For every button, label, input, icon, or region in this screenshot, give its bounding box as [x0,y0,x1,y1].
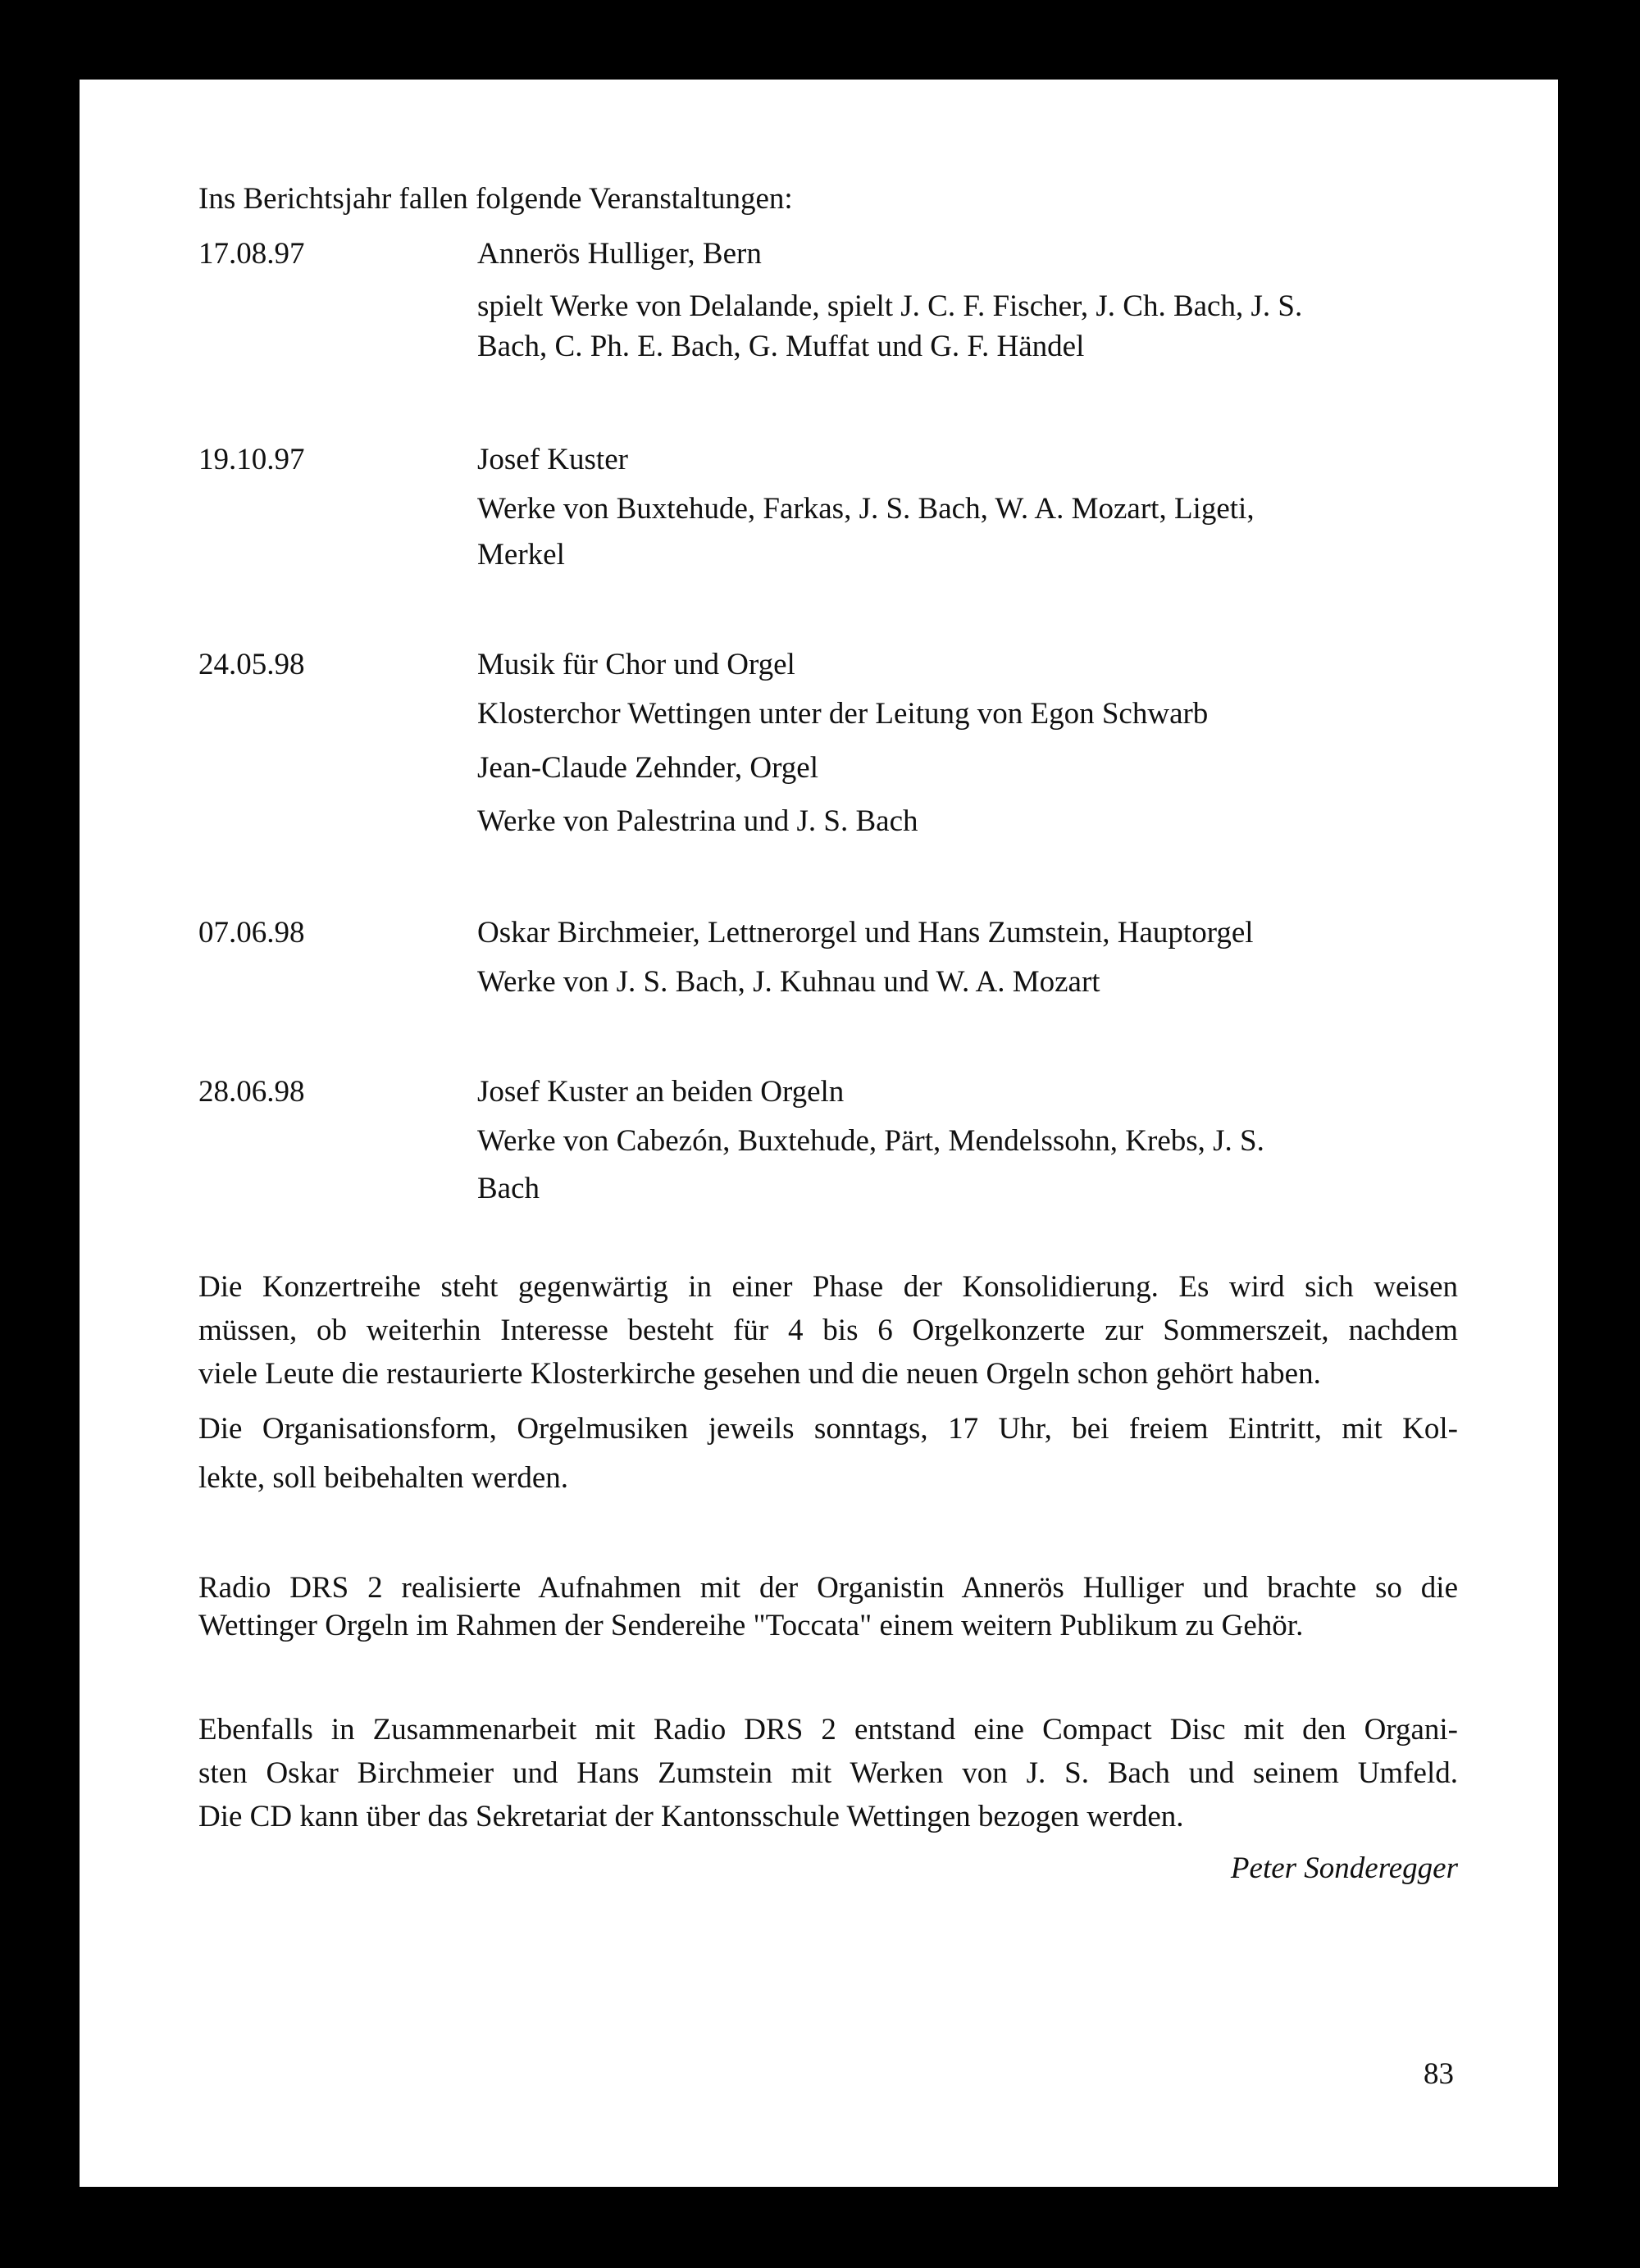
paragraph-line: Die Konzertreihe steht gegenwärtig in einer Phase der Konsolidierung. Es wird sich weisen [198,1270,1458,1304]
event-detail: Merkel [477,538,565,572]
event-date: 28.06.98 [198,1075,305,1109]
paragraph-line: sten Oskar Birchmeier und Hans Zumstein mit Werken von J. S. Bach und seinem Umfeld. [198,1756,1458,1790]
paragraph-line: viele Leute die restaurierte Klosterkirche gesehen und die neuen Orgeln schon gehört haben. [198,1357,1321,1391]
event-detail: Musik für Chor und Orgel [477,648,795,681]
event-detail: Werke von Palestrina und J. S. Bach [477,804,918,838]
event-detail: Josef Kuster [477,443,628,476]
event-detail: Bach, C. Ph. E. Bach, G. Muffat und G. F. Händel [477,330,1085,363]
event-date: 19.10.97 [198,443,305,476]
paragraph-line: lekte, soll beibehalten werden. [198,1461,569,1495]
paragraph-line: Wettinger Orgeln im Rahmen der Sendereihe "Toccata" einem weitern Publikum zu Gehör. [198,1609,1304,1642]
event-detail: Werke von J. S. Bach, J. Kuhnau und W. A. Mozart [477,965,1100,999]
event-detail: spielt Werke von Delalande, spielt J. C. F. Fischer, J. Ch. Bach, J. S. [477,289,1303,323]
paragraph-line: Ebenfalls in Zusammenarbeit mit Radio DRS 2 entstand eine Compact Disc mit den Organi- [198,1713,1458,1747]
paragraph-line: Radio DRS 2 realisierte Aufnahmen mit der Organistin Annerös Hulliger und brachte so die [198,1571,1458,1605]
event-date: 24.05.98 [198,648,305,681]
paragraph-line: müssen, ob weiterhin Interesse besteht für 4 bis 6 Orgelkonzerte zur Sommerszeit, nachdem [198,1314,1458,1347]
event-detail: Bach [477,1172,540,1205]
event-detail: Josef Kuster an beiden Orgeln [477,1075,845,1109]
signature: Peter Sonderegger [1230,1851,1458,1885]
event-detail: Werke von Cabezón, Buxtehude, Pärt, Mendelssohn, Krebs, J. S. [477,1124,1264,1158]
page-number: 83 [1424,2057,1454,2091]
intro-heading: Ins Berichtsjahr fallen folgende Veranstaltungen: [198,182,793,216]
document-page [80,80,1558,2187]
event-detail: Annerös Hulliger, Bern [477,237,762,271]
event-detail: Klosterchor Wettingen unter der Leitung von Egon Schwarb [477,697,1209,731]
paragraph-line: Die CD kann über das Sekretariat der Kantonsschule Wettingen bezogen werden. [198,1800,1184,1833]
event-date: 17.08.97 [198,237,305,271]
event-detail: Oskar Birchmeier, Lettnerorgel und Hans Zumstein, Hauptorgel [477,916,1254,950]
event-date: 07.06.98 [198,916,305,950]
event-detail: Jean-Claude Zehnder, Orgel [477,751,818,785]
paragraph-line: Die Organisationsform, Orgelmusiken jeweils sonntags, 17 Uhr, bei freiem Eintritt, mit Kol- [198,1412,1458,1446]
event-detail: Werke von Buxtehude, Farkas, J. S. Bach, W. A. Mozart, Ligeti, [477,492,1255,526]
